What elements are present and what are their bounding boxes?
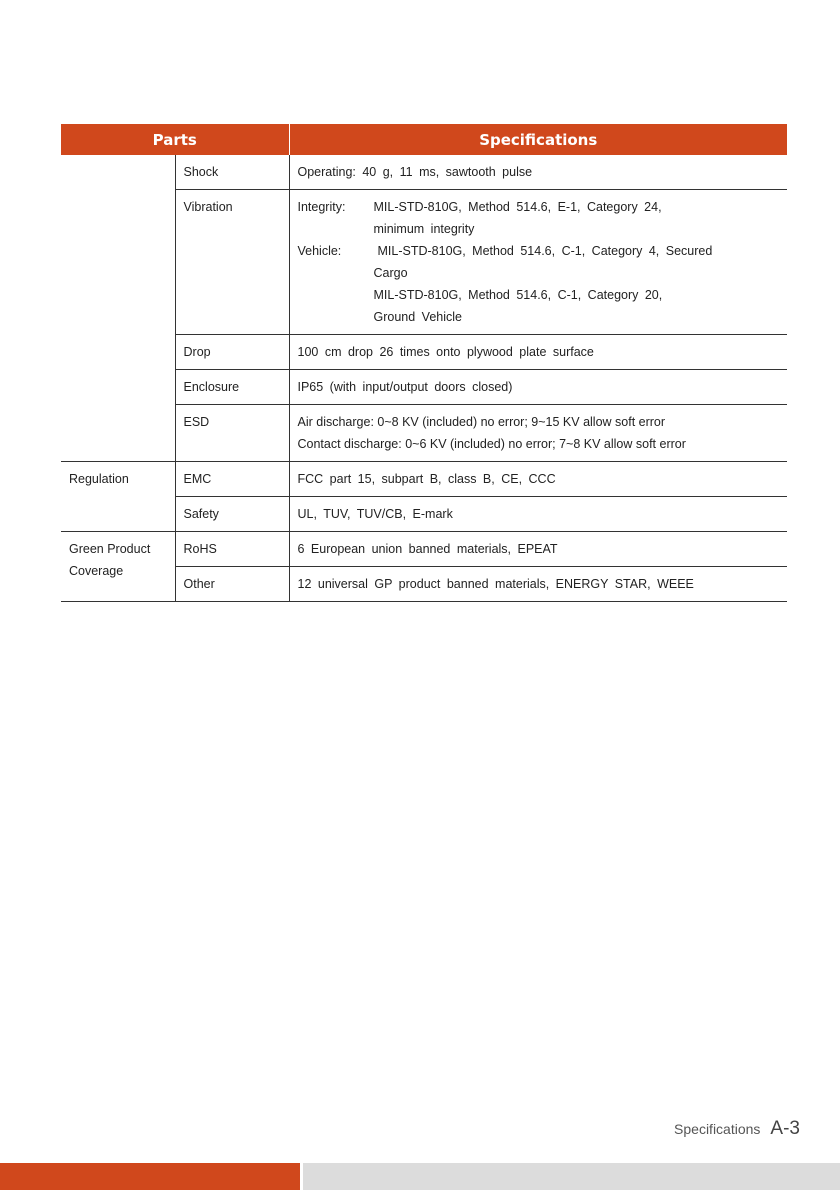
footer-gray-bar	[303, 1163, 840, 1190]
integrity-line1: MIL-STD-810G, Method 514.6, E-1, Category 24,	[373, 200, 662, 214]
specifications-table	[61, 124, 787, 602]
vehicle-line3: MIL-STD-810G, Method 514.6, C-1, Category 20,	[373, 288, 663, 302]
part-other: Other	[175, 567, 289, 602]
part-drop: Drop	[175, 335, 289, 370]
esd-line1: Air discharge: 0~8 KV (included) no error; 9~15 KV allow soft error	[297, 415, 666, 429]
part-shock: Shock	[175, 155, 289, 190]
table-header-row	[61, 124, 787, 155]
page-number: A-3	[770, 1118, 800, 1139]
vibration-integrity	[298, 196, 780, 218]
part-rohs: RoHS	[175, 532, 289, 567]
header-parts: Parts	[61, 124, 289, 155]
part-safety: Safety	[175, 497, 289, 532]
group-cell-empty	[61, 155, 175, 462]
vehicle-line1: MIL-STD-810G, Method 514.6, C-1, Category 4, Secured	[377, 244, 713, 258]
spec-esd	[289, 405, 787, 462]
vehicle-line4: Ground Vehicle	[373, 310, 462, 324]
group-green-product: Green Product Coverage	[61, 532, 175, 602]
part-enclosure: Enclosure	[175, 370, 289, 405]
integrity-line2: minimum integrity	[373, 222, 475, 236]
spec-rohs: 6 European union banned materials, EPEAT	[289, 532, 787, 567]
footer-accent-bar	[0, 1163, 300, 1190]
group-regulation: Regulation	[61, 462, 175, 532]
spec-shock: Operating: 40 g, 11 ms, sawtooth pulse	[289, 155, 787, 190]
header-specifications: Specifications	[289, 124, 787, 155]
spec-other: 12 universal GP product banned materials, ENERGY STAR, WEEE	[289, 567, 787, 602]
part-vibration: Vibration	[175, 190, 289, 335]
spec-drop: 100 cm drop 26 times onto plywood plate surface	[289, 335, 787, 370]
esd-line2: Contact discharge: 0~6 KV (included) no error; 7~8 KV allow soft error	[297, 437, 686, 451]
part-esd: ESD	[175, 405, 289, 462]
integrity-key: Integrity:	[297, 200, 346, 214]
spec-safety: UL, TUV, TUV/CB, E-mark	[289, 497, 787, 532]
table-row	[61, 155, 787, 190]
table-row	[61, 462, 787, 497]
vehicle-line2: Cargo	[373, 266, 408, 280]
footer-section-label: Specifications	[674, 1121, 761, 1137]
part-emc: EMC	[175, 462, 289, 497]
vibration-vehicle	[298, 240, 780, 262]
spec-vibration	[289, 190, 787, 335]
spec-enclosure: IP65 (with input/output doors closed)	[289, 370, 787, 405]
table-row	[61, 532, 787, 567]
vehicle-key: Vehicle:	[297, 244, 342, 258]
spec-emc: FCC part 15, subpart B, class B, CE, CCC	[289, 462, 787, 497]
page-footer	[674, 1118, 800, 1140]
